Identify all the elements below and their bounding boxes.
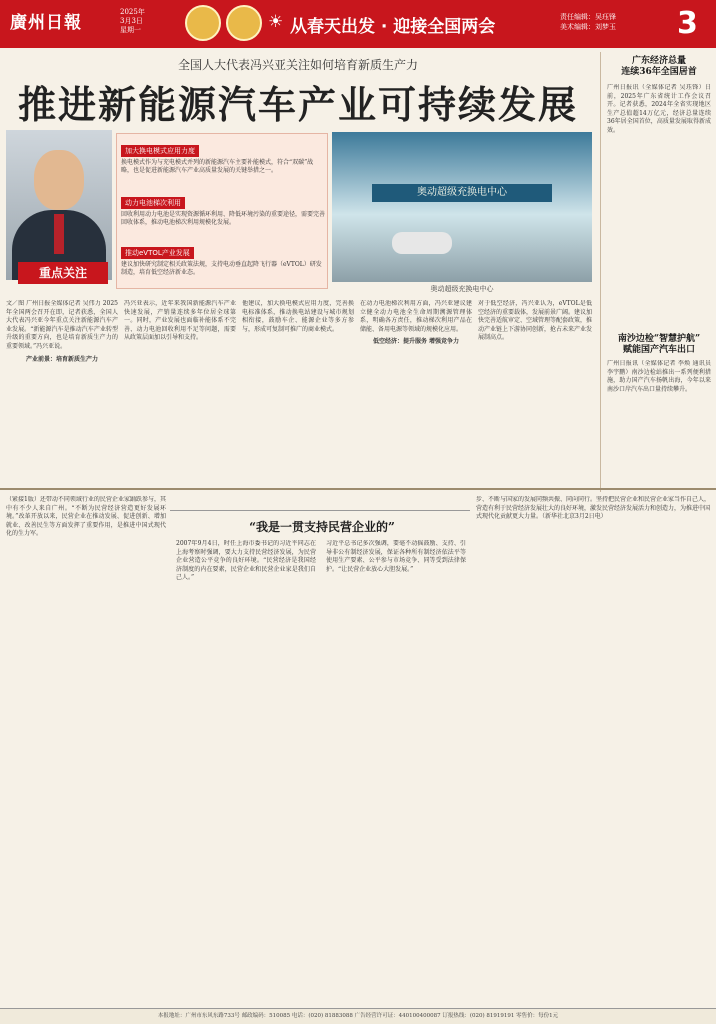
- section-headline: 从春天出发 · 迎接全国两会: [290, 17, 496, 37]
- column-text: 他建议，加大换电模式应用力度，完善换电标准体系，推动换电站建设与城市规划相衔接，鼓励车企、能源企业等多方参与，形成可复制可推广的商业模式。: [242, 300, 354, 333]
- quote-text: 换电模式作为与充电模式并列的新能源汽车主要补能模式，符合“双碳”战略，也是促进新能源汽车产业高质量发展的关键举措之一。: [121, 159, 314, 174]
- photo-car: [392, 232, 452, 254]
- column-text: 步、不断与国家的发展同频共振、同向同行。坚持把民营企业和民营企业家当作自己人，营造有利于民营经济发展壮大的良好环境，激发民营经济发展活力和创造力，为推进中国式现代化贡献更大力量。（新华社北京3月2日电）: [476, 496, 710, 521]
- title-rule: [170, 510, 470, 511]
- bottom-column: [176, 540, 316, 1001]
- bottom-title: “我是一贯支持民营企业的”: [249, 520, 395, 534]
- quote-section: [121, 190, 325, 227]
- subhead: 产业前景：培育新质生产力: [25, 355, 98, 363]
- column-text: 文／图 广州日报全媒体记者 吴伟力 2025年全国两会召开在即，记者获悉，全国人大代表冯兴亚今年重点关注新能源汽车产业发展。“新能源汽车是推动汽车产业转型升级的重要方向，也是培育新质生产力的重要领域。”冯兴亚说。: [6, 300, 118, 350]
- emblem-icon: [226, 5, 262, 41]
- sidebar-title: 南沙边检“智慧护航” 赋能国产汽车出口: [617, 334, 701, 355]
- column-text: （紧接1版）还带动不同领域行业的民营企业家踊跃参与，其中有不少人来自广州。“不断为民营经济营造更好发展环境。”改革开放以来，民营企业在推动发展、促进创新、增加就业、改善民生等方面发挥了重要作用，是推进中国式现代化的生力军。: [6, 496, 166, 538]
- article-column: [478, 300, 592, 480]
- article-title: 推进新能源汽车产业可持续发展: [17, 82, 578, 127]
- page-number: 3: [677, 6, 698, 41]
- quote-section: [121, 240, 325, 277]
- quote-box: [116, 133, 328, 289]
- bottom-column: [476, 496, 710, 1001]
- portrait-face: [34, 150, 84, 210]
- bottom-column: [326, 540, 466, 1001]
- station-photo: [332, 132, 592, 282]
- column-text: 习近平总书记多次强调，要毫不动摇鼓励、支持、引导非公有制经济发展，保证各种所有制经济依法平等使用生产要素、公平参与市场竞争、同等受到法律保护。“让民营企业放心大胆发展。”: [326, 540, 466, 573]
- emblem-icon: [185, 5, 221, 41]
- column-text: 在动力电池梯次利用方面，冯兴亚建议建立健全动力电池全生命周期溯源管理体系，明确各方责任，推动梯次利用产品在储能、备用电源等领域的规模化应用。: [360, 300, 472, 333]
- column-text: 冯兴亚表示，近年来我国新能源汽车产业快速发展，产销量连续多年位居全球第一。同时，产业发展也面临补能体系不完善、动力电池回收利用不足等问题，需要从政策层面加以引导和支持。: [124, 300, 236, 342]
- portrait-photo: [6, 130, 112, 280]
- section-divider: [0, 488, 716, 490]
- page-footer: 本报地址：广州市东风东路733号 邮政编码：510085 电话：(020) 81883088 广告经营许可证：440100400087 订报热线：(020) 81919191 零售价：每份1元: [0, 1008, 716, 1024]
- portrait-tie: [54, 214, 64, 254]
- sidebar-text: 广州日报讯（全媒体记者 李焕 通讯员 李宇鹏）南沙边检站推出一系列便利措施，助力国产汽车扬帆出海，今年以来南沙口岸汽车出口量持续攀升。: [607, 360, 711, 393]
- article-column: [6, 300, 118, 480]
- bottom-column: [6, 496, 166, 1001]
- quote-text: 建议加快研究制定相关政策法规，支持电动垂直起降飞行器（eVTOL）研发制造，培育低空经济新业态。: [121, 261, 322, 276]
- sidebar-title: 广东经济总量 连续36年全国居首: [621, 56, 697, 77]
- focus-tag: 重点关注: [18, 262, 108, 284]
- top-banner: [0, 0, 716, 48]
- photo-sign: 奥动超级充换电中心: [372, 184, 552, 202]
- sidebar-text: 广州日报讯（全媒体记者 吴珏锋）日前，2025年广东省统计工作会议召开。记者获悉，2024年全省实现地区生产总值超14万亿元，经济总量连续36年居全国首位，高质量发展取得新成效。: [607, 84, 711, 134]
- article-column: [360, 300, 472, 480]
- photo-caption: 奥动超级充换电中心: [430, 285, 494, 293]
- issue-date: 2025年 3月3日 星期一: [120, 8, 145, 34]
- masthead: 廣州日報: [10, 13, 82, 33]
- column-text: 对于低空经济，冯兴亚认为，eVTOL是低空经济的重要载体，发展前景广阔。建议加快完善适航审定、空域管理等配套政策，推动产业链上下游协同创新，抢占未来产业发展制高点。: [478, 300, 592, 342]
- editor-credits: 责任编辑：吴珏锋 美术编辑：刘梦玉: [560, 13, 616, 31]
- quote-label: 推动eVTOL产业发展: [121, 247, 194, 259]
- quote-section: [121, 138, 325, 175]
- article-column: [124, 300, 236, 480]
- sidebar: [600, 52, 712, 492]
- quote-label: 加大换电模式应用力度: [121, 145, 199, 157]
- subhead: 低空经济：提升服务 增强竞争力: [372, 338, 460, 346]
- column-text: 2007年9月4日，时任上海市委书记的习近平同志在上海考察时强调，要大力支持民营经济发展，为民营企业营造公平竞争的良好环境。“民营经济是我国经济制度的内在要素，民营企业和民营企业家是我们自己人。”: [176, 540, 316, 582]
- quote-label: 动力电池梯次利用: [121, 197, 185, 209]
- article-column: [242, 300, 354, 480]
- quote-text: 回收利用动力电池是实现资源循环利用、降低环境污染的重要途径，需要完善回收体系，推动电池梯次利用规模化发展。: [121, 211, 326, 226]
- banner-sun-icon: ☀: [268, 12, 284, 32]
- article-kicker: 全国人大代表冯兴亚关注如何培育新质生产力: [177, 58, 418, 72]
